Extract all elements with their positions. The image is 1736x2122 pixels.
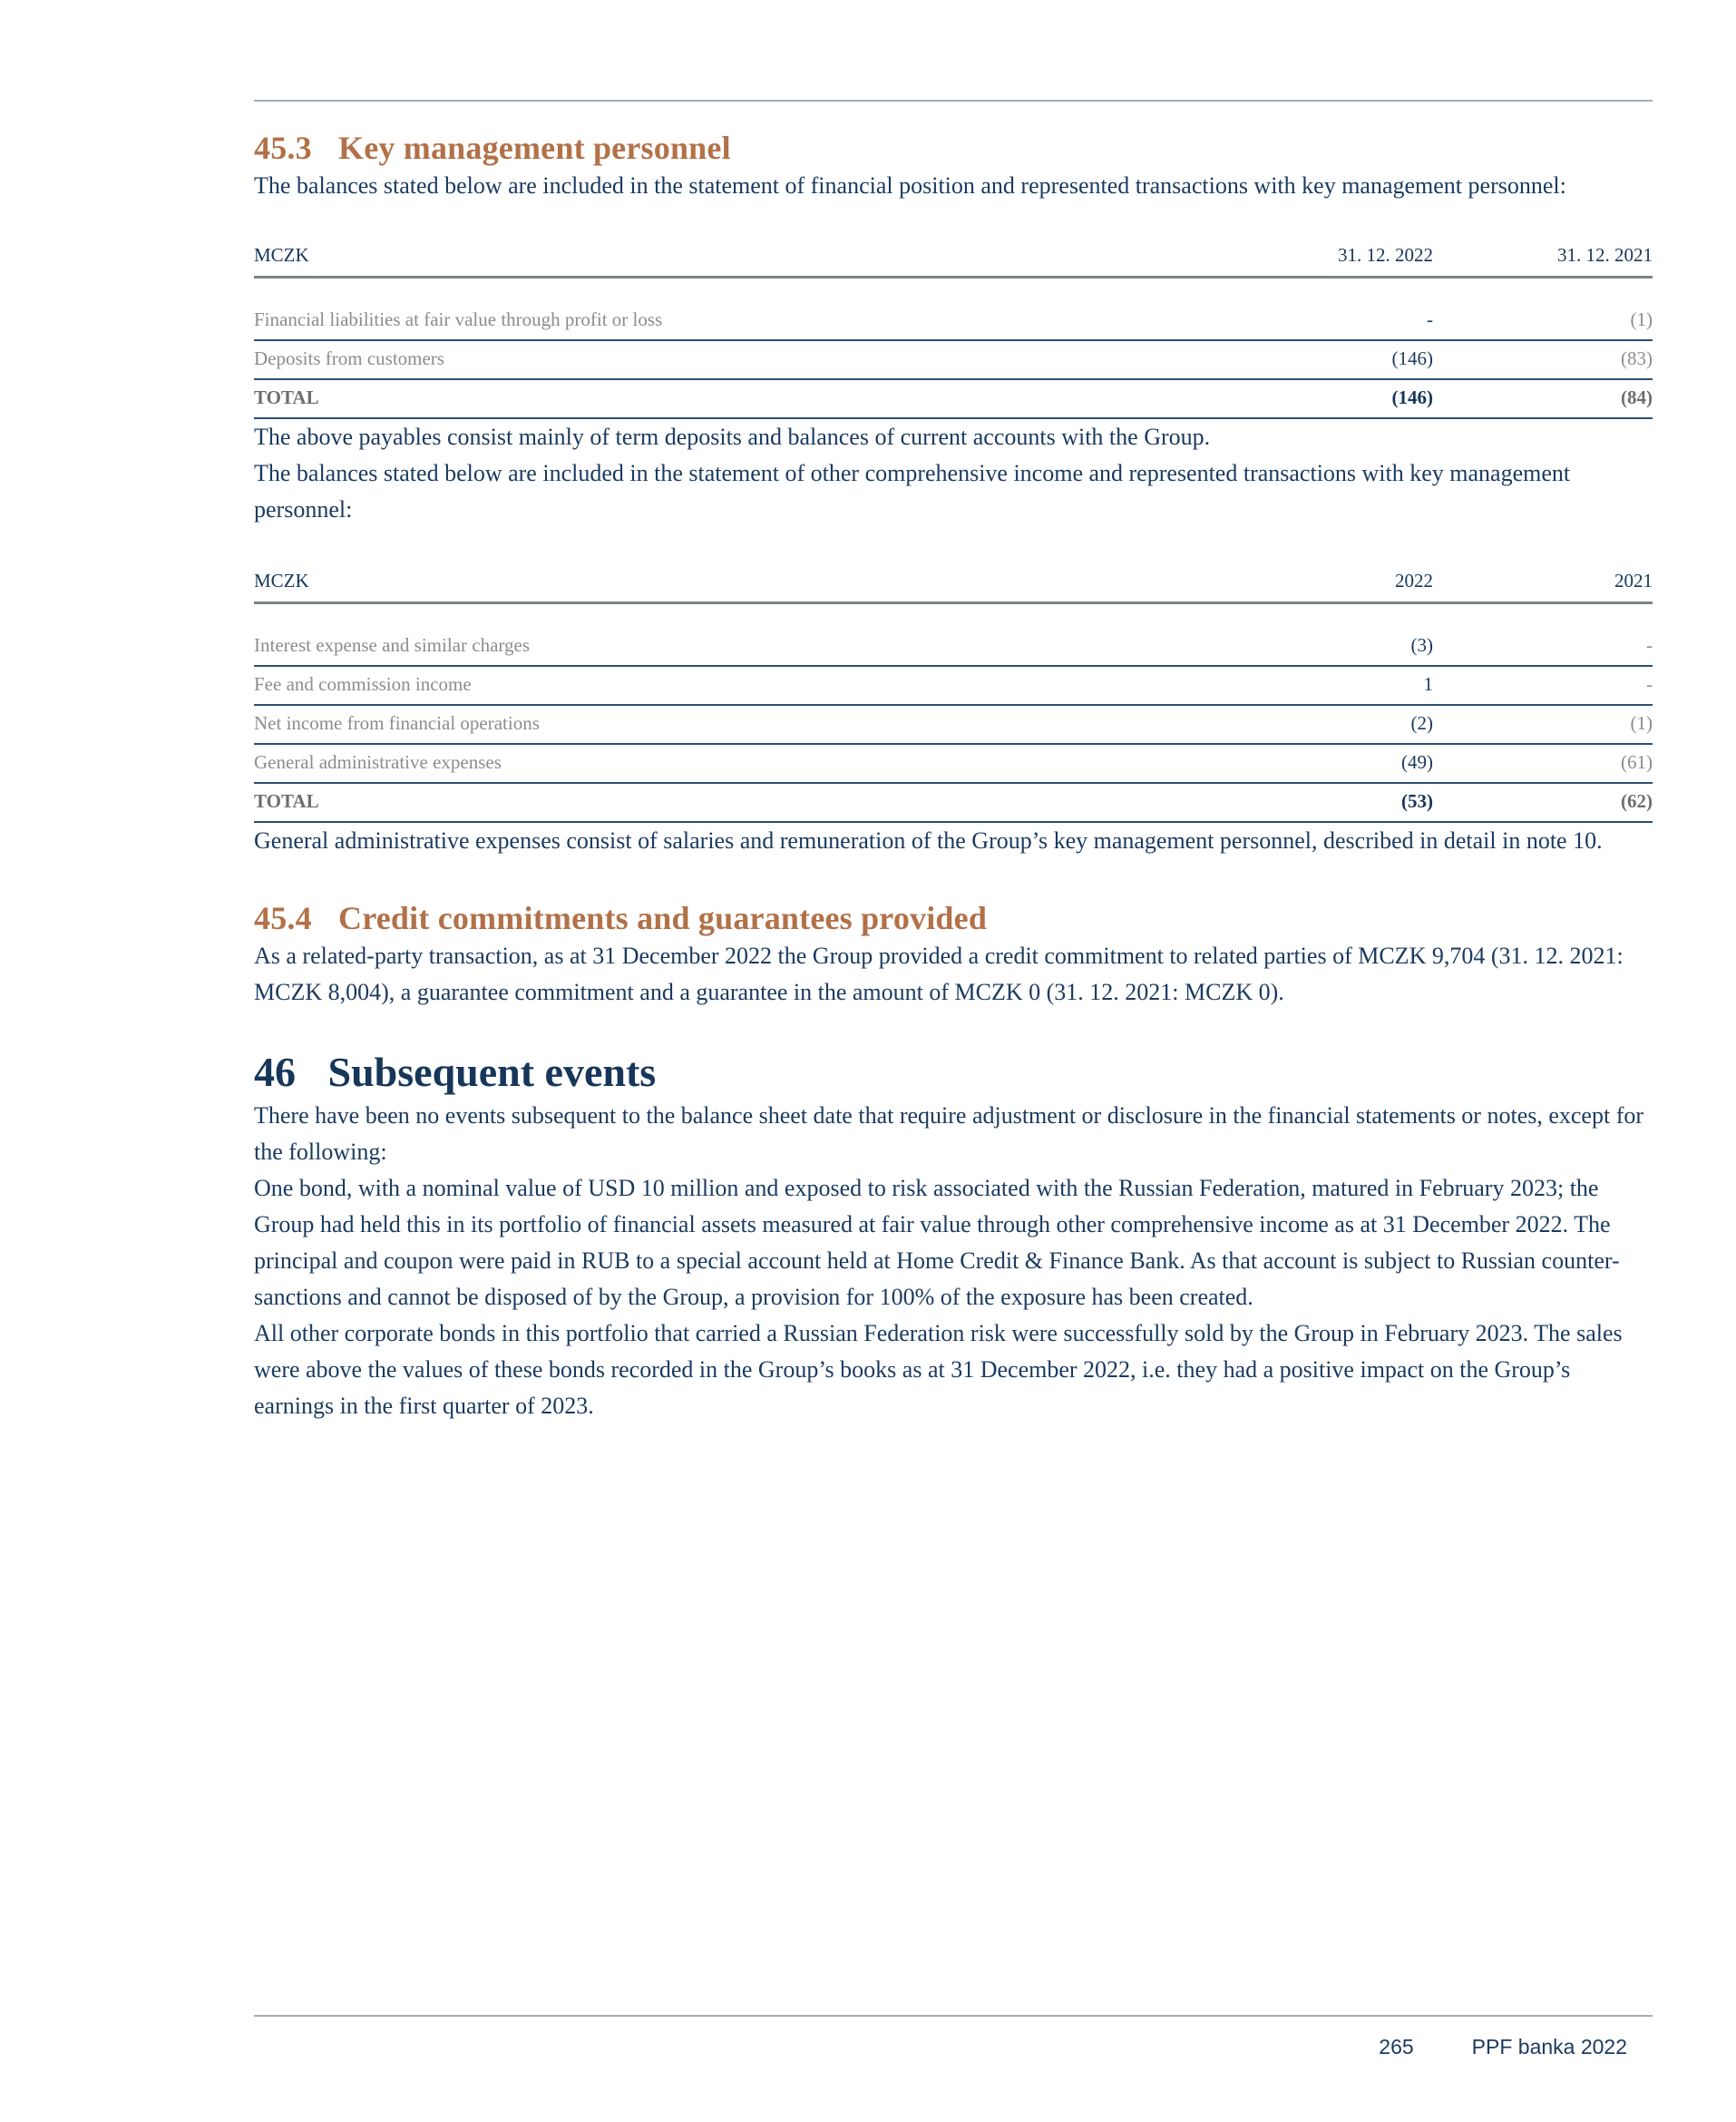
row-value-2022: (2)	[1410, 712, 1433, 735]
total-label: TOTAL	[254, 386, 319, 409]
section-heading-46	[254, 1047, 1653, 1097]
row-value-2021: (1)	[1630, 308, 1653, 331]
section-heading-45-3	[254, 129, 1653, 168]
row-label: Interest expense and similar charges	[254, 634, 530, 657]
paragraph-bond: One bond, with a nominal value of USD 10 million and exposed to risk associated with the Russian Federation, matured in February 2023; the Group had held this in its portfolio of financial assets measured at fair value through other comprehensive income as at 31 December 2022. The principal and coupon were paid in RUB to a special account held at Home Credit & Finance Bank. As that account is subject to Russian counter-sanctions and cannot be disposed of by the Group, a provision for 100% of the exposure has been created.	[254, 1174, 1620, 1310]
row-value-2022: (49)	[1401, 751, 1433, 774]
paragraph-payables: The above payables consist mainly of term deposits and balances of current accounts with the Group.	[254, 424, 1211, 451]
section-heading-45-4	[254, 899, 1653, 938]
paragraph-intro-oci: The balances stated below are included in the statement of other comprehensive income and represented transactions with key management personnel:	[254, 460, 1571, 523]
section-title: Credit commitments and guarantees provided	[338, 900, 988, 937]
table-spacer	[254, 604, 1653, 628]
footer-inner	[254, 2017, 1653, 2059]
row-value-2022: (3)	[1410, 634, 1433, 657]
total-value-2022: (146)	[1391, 386, 1433, 409]
paragraph-credit-commitments: As a related-party transaction, as at 31 December 2022 the Group provided a credit commitment to related parties of MCZK 9,704 (31. 12. 2021: MCZK 8,004), a guarantee commitment and a guarantee in the amount of MCZK 0 (31. 12. 2021: MCZK 0).	[254, 943, 1624, 1006]
row-value-2022: -	[1427, 308, 1433, 331]
table-unit-label: MCZK	[254, 570, 309, 592]
total-value-2021: (84)	[1621, 386, 1653, 409]
comprehensive-income-table	[254, 570, 1653, 823]
section-number: 45.3	[254, 130, 312, 166]
row-value-2022: 1	[1423, 673, 1433, 696]
page-footer	[254, 2015, 1653, 2059]
financial-position-table	[254, 244, 1653, 419]
table-col-header-2021: 2021	[1614, 570, 1653, 592]
total-value-2022: (53)	[1401, 790, 1433, 813]
section-title: Key management personnel	[338, 130, 731, 166]
paragraph-intro-financial-position: The balances stated below are included in the statement of financial position and represented transactions with key management personnel:	[254, 172, 1566, 200]
table-row	[254, 302, 1653, 341]
row-value-2021: (61)	[1621, 751, 1653, 774]
top-rule	[254, 100, 1653, 102]
total-value-2021: (62)	[1621, 790, 1653, 813]
table-total-row	[254, 380, 1653, 419]
paragraph-admin-expenses: General administrative expenses consist of salaries and remuneration of the Group’s key management personnel, described in detail in note 10.	[254, 827, 1603, 855]
total-label: TOTAL	[254, 790, 319, 813]
table-col-header-2022: 2022	[1395, 570, 1433, 592]
table-row	[254, 745, 1653, 784]
table-col-header-2021: 31. 12. 2021	[1557, 244, 1653, 267]
row-value-2021: -	[1646, 673, 1653, 696]
row-label: Fee and commission income	[254, 673, 472, 696]
table-total-row	[254, 784, 1653, 823]
table-header-row	[254, 570, 1653, 604]
paragraph-other-bonds: All other corporate bonds in this portfolio that carried a Russian Federation risk were successfully sold by the Group in February 2023. The sales were above the values of these bonds recorded in the Group’s books as at 31 December 2022, i.e. they had a positive impact on the Group’s earnings in the first quarter of 2023.	[254, 1319, 1623, 1419]
row-value-2021: (83)	[1621, 347, 1653, 370]
content-column	[254, 0, 1653, 1424]
page-number: 265	[1379, 2035, 1414, 2058]
section-title: Subsequent events	[327, 1049, 657, 1096]
row-label: Net income from financial operations	[254, 712, 540, 735]
table-row	[254, 628, 1653, 667]
table-row	[254, 706, 1653, 745]
section-number: 46	[254, 1049, 296, 1096]
row-value-2021: (1)	[1630, 712, 1653, 735]
table-header-row	[254, 244, 1653, 279]
table-col-header-2022: 31. 12. 2022	[1338, 244, 1433, 267]
section-number: 45.4	[254, 900, 312, 937]
table-unit-label: MCZK	[254, 244, 309, 267]
row-value-2022: (146)	[1391, 347, 1433, 370]
row-value-2021: -	[1646, 634, 1653, 657]
row-label: General administrative expenses	[254, 751, 502, 774]
table-row	[254, 341, 1653, 380]
paragraph-subsequent-intro: There have been no events subsequent to the balance sheet date that require adjustment or disclosure in the financial statements or notes, except for the following:	[254, 1101, 1644, 1165]
table-row	[254, 667, 1653, 706]
brand-name: PPF banka 2022	[1471, 2035, 1627, 2058]
row-label: Financial liabilities at fair value through profit or loss	[254, 308, 663, 331]
table-spacer	[254, 279, 1653, 302]
row-label: Deposits from customers	[254, 347, 444, 370]
